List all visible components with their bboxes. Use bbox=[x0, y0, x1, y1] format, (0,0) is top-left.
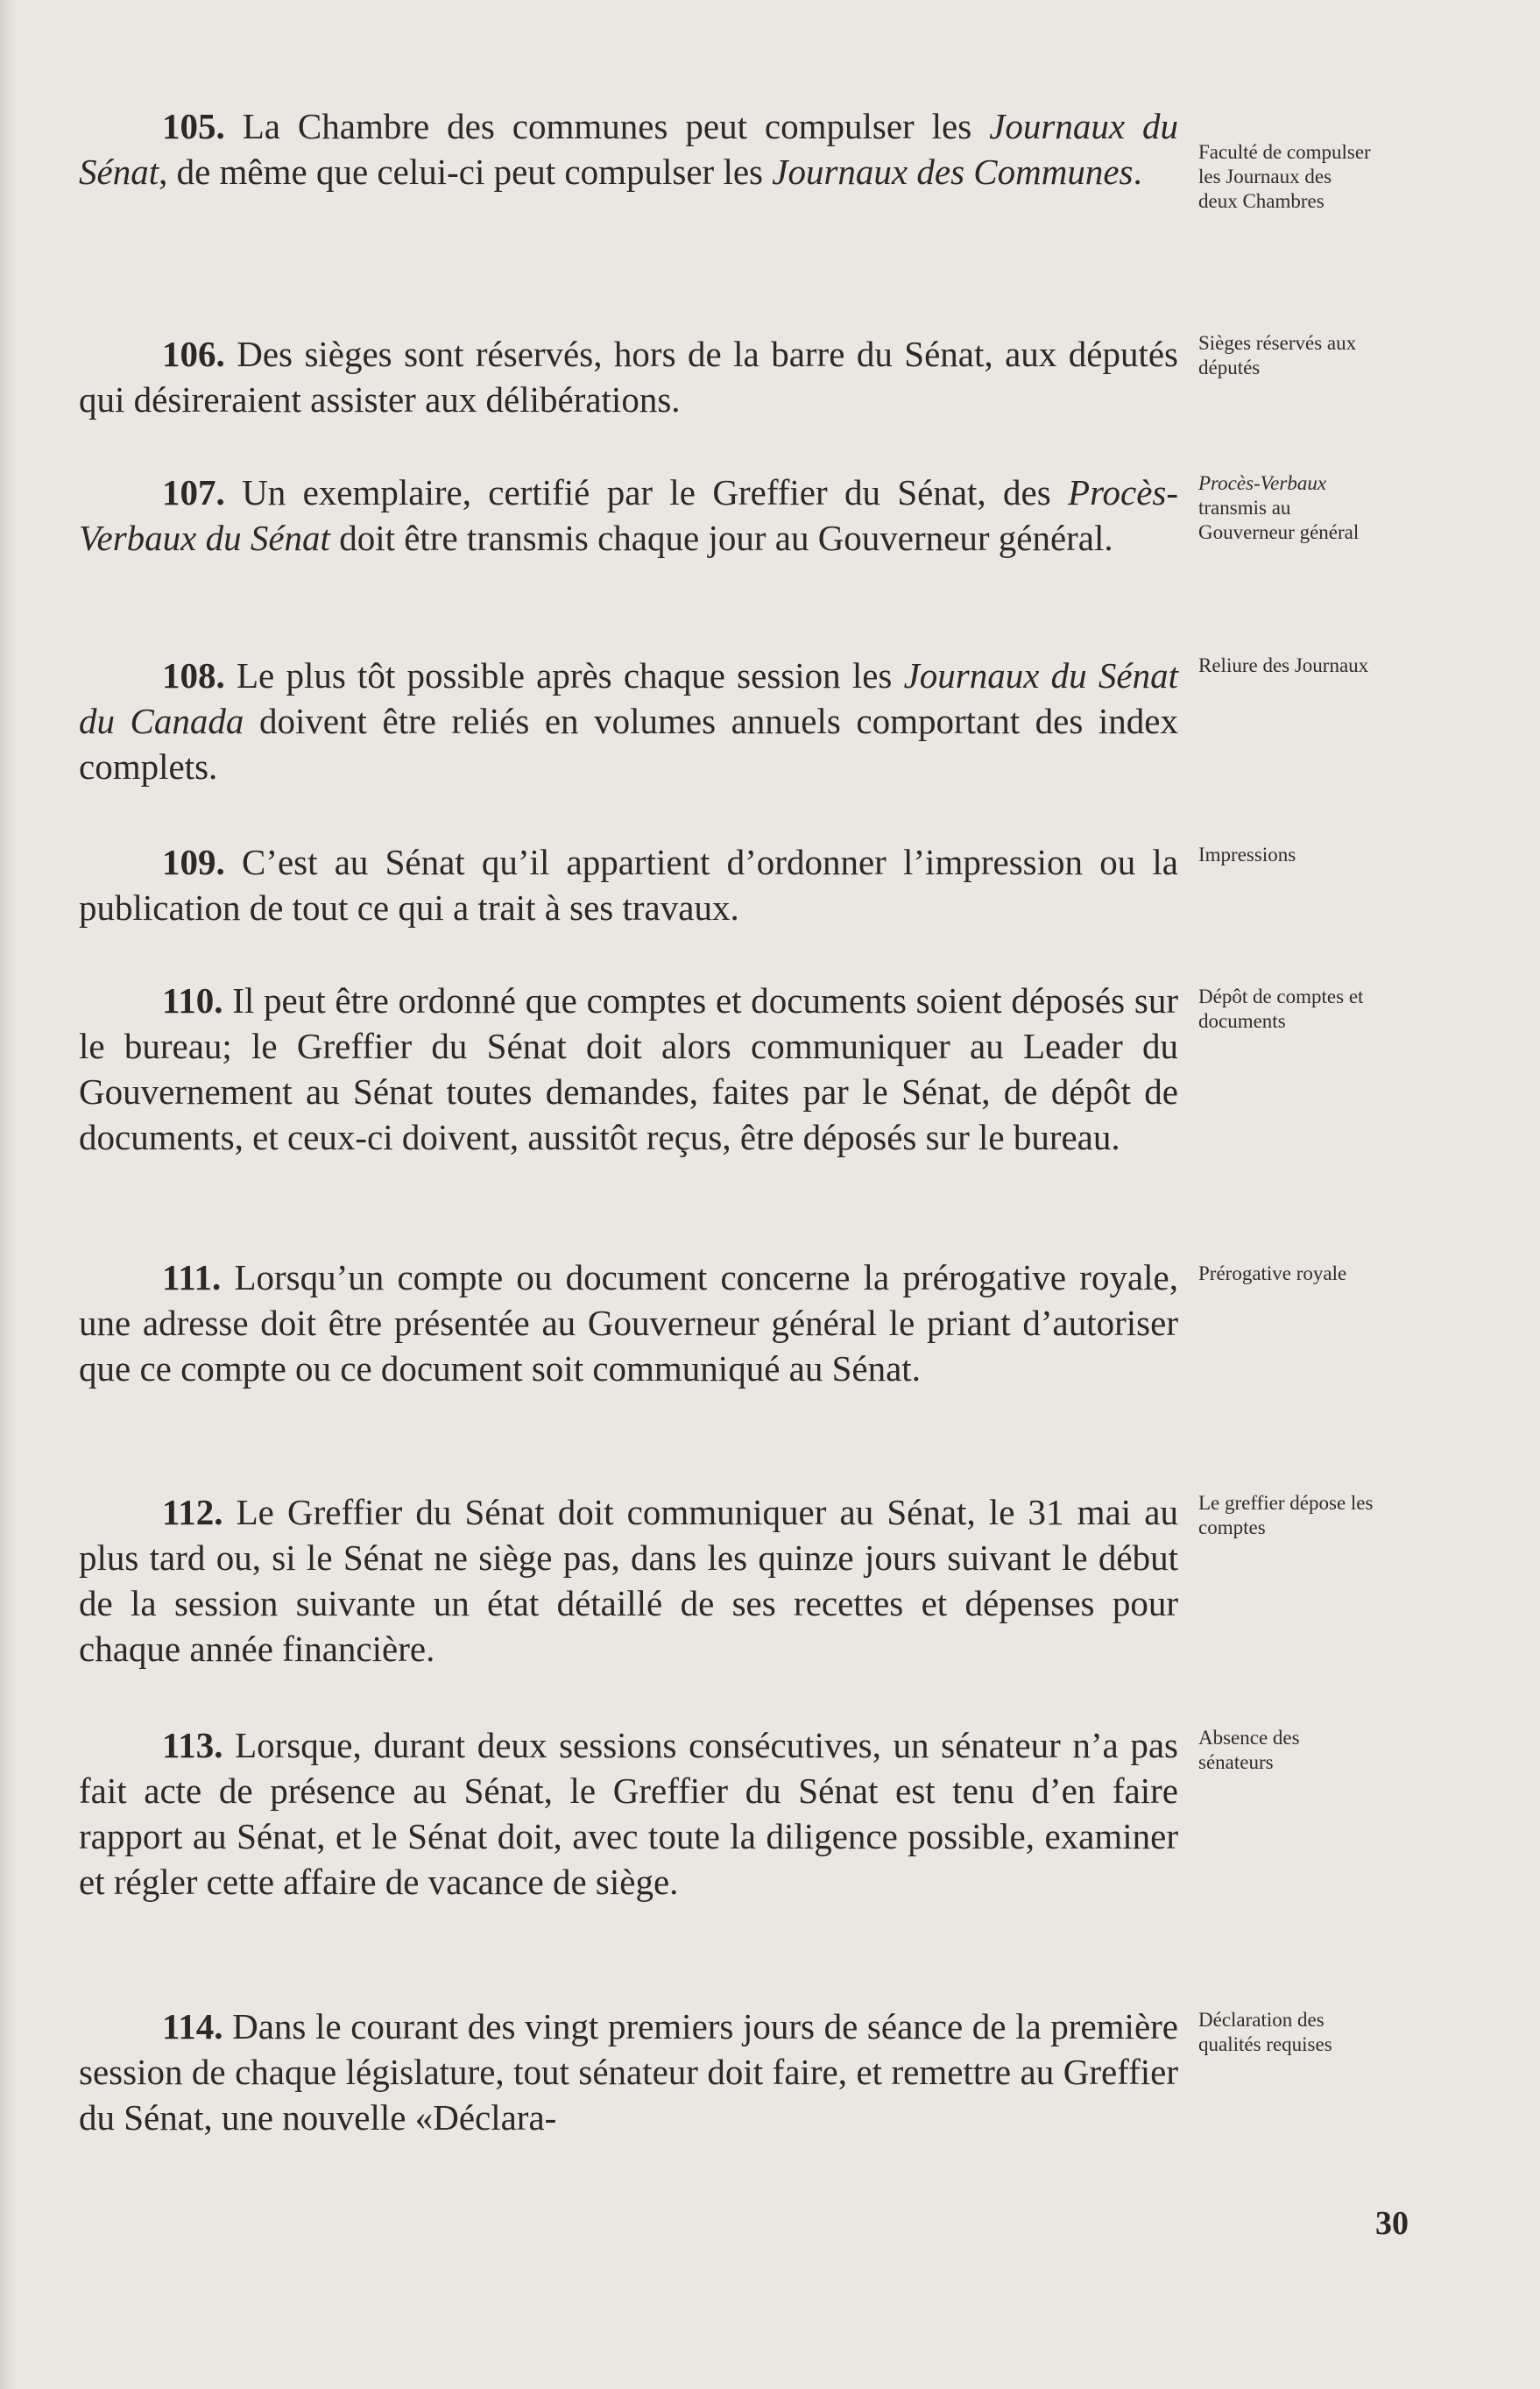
article-text: Il peut être ordonné que comptes et documents soient déposés sur le bureau; le Greffier du Sénat doit alors communiquer au Leader du Gouvernement au Sénat toutes demandes, faites par le Sénat, de dépôt de documents, et ceux-ci doivent, aussitôt reçus, être déposés sur le bureau. bbox=[79, 980, 1178, 1157]
margin-note-107: Procès-Verbaux transmis au Gouverneur général bbox=[1198, 472, 1360, 543]
margin-note-108: Reliure des Journaux bbox=[1198, 654, 1369, 676]
article-text: Lorsqu’un compte ou document concerne la prérogative royale, une adresse doit être présentée au Gouverneur général le priant d’autoriser que ce compte ou ce document soit communiqué au Sénat. bbox=[79, 1257, 1178, 1389]
article-text: C’est au Sénat qu’il appartient d’ordonner l’impression ou la publication de tout ce qui a trait à ses travaux. bbox=[79, 842, 1178, 928]
article-108 bbox=[79, 653, 1178, 789]
article-106 bbox=[79, 331, 1178, 422]
page-number: 30 bbox=[1375, 2205, 1409, 2242]
article-107 bbox=[79, 470, 1178, 561]
article-text: Dans le courant des vingt premiers jours de séance de la première session de chaque législature, tout sénateur doit faire, et remettre au Greffier du Sénat, une nouvelle «Déclara- bbox=[79, 2006, 1178, 2138]
article-number: 112. bbox=[162, 1492, 223, 1532]
article-number: 111. bbox=[162, 1257, 222, 1297]
margin-note-114: Déclaration des qualités requises bbox=[1198, 2009, 1332, 2055]
article-number: 106. bbox=[162, 334, 225, 374]
article-number: 110. bbox=[162, 980, 223, 1021]
article-text: Lorsque, durant deux sessions consécutives, un sénateur n’a pas fait acte de présence au Sénat, le Greffier du Sénat est tenu d’en faire rapport au Sénat, et le Sénat doit, avec toute la diligence possible, examiner et régler cette affaire de vacance de siège. bbox=[79, 1725, 1178, 1902]
article-109 bbox=[79, 839, 1178, 930]
margin-note-109: Impressions bbox=[1198, 844, 1296, 866]
article-text: La Chambre des communes peut compulser les Journaux du Sénat, de même que celui-ci peut compulser les Journaux des Communes. bbox=[79, 106, 1178, 192]
margin-note-112: Le greffier dépose les comptes bbox=[1198, 1492, 1374, 1538]
article-number: 107. bbox=[162, 472, 225, 512]
page-spine-shadow bbox=[0, 0, 16, 2389]
article-113 bbox=[79, 1722, 1178, 1905]
article-112 bbox=[79, 1489, 1178, 1672]
margin-note-110: Dépôt de comptes et documents bbox=[1198, 986, 1364, 1032]
article-111 bbox=[79, 1255, 1178, 1391]
article-110 bbox=[79, 978, 1178, 1160]
article-text: Un exemplaire, certifié par le Greffier du Sénat, des Procès-Verbaux du Sénat doit être transmis chaque jour au Gouverneur général. bbox=[79, 472, 1179, 558]
margin-note-111: Prérogative royale bbox=[1198, 1262, 1347, 1284]
article-number: 109. bbox=[162, 842, 225, 882]
article-text: Des sièges sont réservés, hors de la barre du Sénat, aux députés qui désireraient assister aux délibérations. bbox=[79, 334, 1179, 420]
article-number: 105. bbox=[162, 106, 225, 146]
article-text: Le Greffier du Sénat doit communiquer au Sénat, le 31 mai au plus tard ou, si le Sénat ne siège pas, dans les quinze jours suivant le début de la session suivante un état détaillé de ses recettes et dépenses pour chaque année financière. bbox=[79, 1492, 1178, 1669]
article-number: 108. bbox=[162, 655, 225, 696]
article-114 bbox=[79, 2004, 1178, 2140]
margin-note-113: Absence des sénateurs bbox=[1198, 1727, 1300, 1773]
article-number: 113. bbox=[162, 1725, 223, 1765]
article-number: 114. bbox=[162, 2006, 223, 2046]
margin-note-105: Faculté de compulser les Journaux des deux Chambres bbox=[1198, 141, 1371, 212]
margin-note-106: Sièges réservés aux députés bbox=[1198, 332, 1357, 378]
article-text: Le plus tôt possible après chaque session les Journaux du Sénat du Canada doivent être reliés en volumes annuels comportant des index complets. bbox=[79, 655, 1178, 787]
article-105 bbox=[79, 103, 1178, 194]
